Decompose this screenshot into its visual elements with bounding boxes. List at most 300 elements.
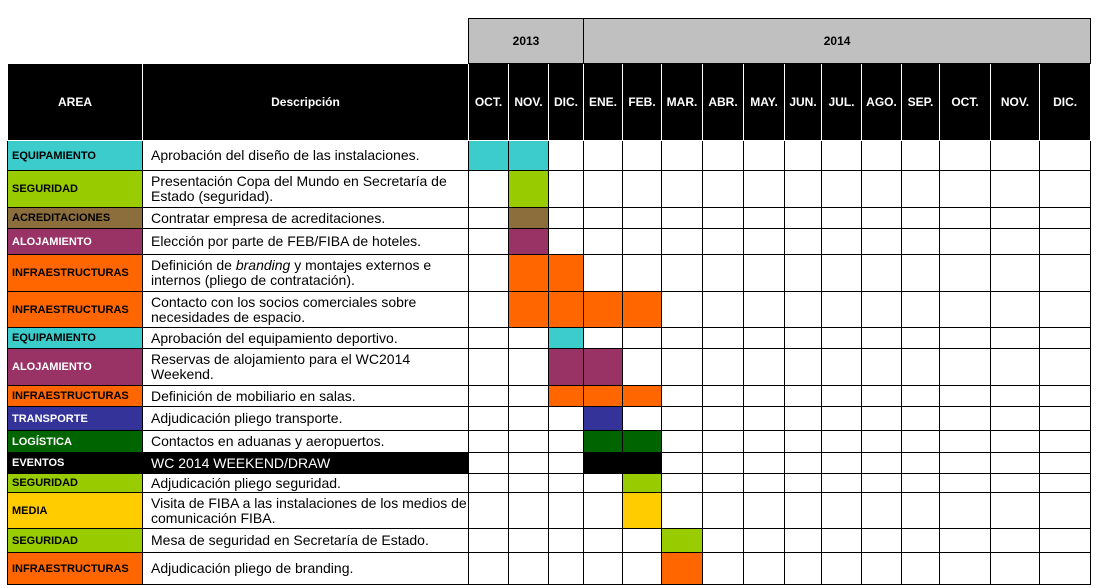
gantt-empty-cell [469, 453, 509, 474]
gantt-empty-cell [584, 171, 623, 208]
gantt-empty-cell [991, 292, 1040, 328]
gantt-empty-cell [509, 349, 549, 386]
gantt-empty-cell [469, 431, 509, 453]
gantt-empty-cell [509, 453, 549, 474]
gantt-empty-cell [862, 407, 902, 431]
gantt-empty-cell [662, 328, 703, 349]
gantt-empty-cell [785, 431, 822, 453]
gantt-empty-cell [991, 328, 1040, 349]
gantt-empty-cell [744, 328, 785, 349]
task-description: Contacto con los socios comerciales sobre necesidades de espacio. [143, 292, 469, 328]
table-row [8, 141, 1091, 171]
gantt-bar-cell [549, 386, 584, 407]
gantt-empty-cell [744, 407, 785, 431]
gantt-empty-cell [584, 474, 623, 493]
gantt-empty-cell [862, 255, 902, 292]
gantt-empty-cell [469, 474, 509, 493]
gantt-bar-cell [623, 292, 662, 328]
gantt-empty-cell [549, 229, 584, 255]
gantt-empty-cell [785, 255, 822, 292]
month-header: JUN. [785, 64, 822, 141]
gantt-empty-cell [662, 141, 703, 171]
gantt-empty-cell [822, 349, 862, 386]
gantt-empty-cell [703, 407, 744, 431]
gantt-empty-cell [940, 431, 991, 453]
gantt-empty-cell [991, 553, 1040, 585]
task-description: Visita de FIBA a las instalaciones de los medios de comunicación FIBA. [143, 493, 469, 529]
area-label: ALOJAMIENTO [8, 229, 143, 255]
area-label: INFRAESTRUCTURAS [8, 255, 143, 292]
gantt-empty-cell [940, 386, 991, 407]
gantt-empty-cell [549, 141, 584, 171]
gantt-empty-cell [822, 529, 862, 553]
gantt-empty-cell [991, 431, 1040, 453]
gantt-empty-cell [744, 474, 785, 493]
area-label: LOGÍSTICA [8, 431, 143, 453]
gantt-empty-cell [940, 292, 991, 328]
month-header: MAY. [744, 64, 785, 141]
gantt-empty-cell [469, 386, 509, 407]
year-row-spacer [8, 19, 469, 64]
gantt-table [7, 18, 1091, 585]
gantt-bar-cell [662, 529, 703, 553]
gantt-empty-cell [584, 529, 623, 553]
gantt-empty-cell [509, 553, 549, 585]
gantt-empty-cell [991, 171, 1040, 208]
table-row [8, 407, 1091, 431]
task-description: WC 2014 WEEKEND/DRAW [143, 453, 469, 474]
month-header: OCT. [940, 64, 991, 141]
gantt-empty-cell [1040, 292, 1091, 328]
area-label: SEGURIDAD [8, 171, 143, 208]
task-description: Adjudicación pliego de branding. [143, 553, 469, 585]
table-row [8, 474, 1091, 493]
gantt-empty-cell [549, 493, 584, 529]
gantt-empty-cell [703, 386, 744, 407]
gantt-empty-cell [509, 431, 549, 453]
gantt-empty-cell [744, 292, 785, 328]
gantt-empty-cell [902, 229, 940, 255]
gantt-empty-cell [940, 453, 991, 474]
gantt-empty-cell [822, 407, 862, 431]
gantt-empty-cell [822, 493, 862, 529]
gantt-empty-cell [1040, 453, 1091, 474]
year-header-2013: 2013 [469, 19, 584, 64]
gantt-empty-cell [744, 553, 785, 585]
gantt-bar-cell [623, 493, 662, 529]
gantt-empty-cell [623, 553, 662, 585]
gantt-empty-cell [822, 229, 862, 255]
gantt-empty-cell [744, 229, 785, 255]
area-label: ACREDITACIONES [8, 208, 143, 229]
gantt-empty-cell [862, 208, 902, 229]
gantt-empty-cell [623, 171, 662, 208]
gantt-empty-cell [703, 431, 744, 453]
task-description-part: Definición de [151, 257, 236, 273]
gantt-empty-cell [584, 255, 623, 292]
gantt-empty-cell [703, 529, 744, 553]
gantt-empty-cell [785, 208, 822, 229]
gantt-empty-cell [509, 529, 549, 553]
gantt-empty-cell [862, 349, 902, 386]
gantt-bar-cell [469, 141, 509, 171]
gantt-empty-cell [1040, 229, 1091, 255]
column-header-row [8, 64, 1091, 141]
gantt-empty-cell [785, 171, 822, 208]
gantt-empty-cell [1040, 208, 1091, 229]
gantt-empty-cell [584, 141, 623, 171]
gantt-empty-cell [469, 407, 509, 431]
month-header: DIC. [549, 64, 584, 141]
gantt-empty-cell [991, 141, 1040, 171]
gantt-empty-cell [744, 141, 785, 171]
gantt-empty-cell [940, 141, 991, 171]
gantt-empty-cell [703, 328, 744, 349]
table-row [8, 328, 1091, 349]
gantt-bar-cell [623, 474, 662, 493]
gantt-empty-cell [902, 407, 940, 431]
task-description: Presentación Copa del Mundo en Secretaría de Estado (seguridad). [143, 171, 469, 208]
gantt-empty-cell [785, 141, 822, 171]
area-label: INFRAESTRUCTURAS [8, 553, 143, 585]
gantt-empty-cell [703, 349, 744, 386]
task-description: Adjudicación pliego transporte. [143, 407, 469, 431]
task-description: Mesa de seguridad en Secretaría de Estado. [143, 529, 469, 553]
gantt-empty-cell [785, 349, 822, 386]
gantt-empty-cell [744, 431, 785, 453]
table-row [8, 255, 1091, 292]
gantt-empty-cell [822, 292, 862, 328]
table-row [8, 453, 1091, 474]
gantt-empty-cell [991, 407, 1040, 431]
gantt-empty-cell [991, 229, 1040, 255]
gantt-empty-cell [940, 407, 991, 431]
area-header: AREA [8, 64, 143, 141]
gantt-bar-cell [584, 386, 623, 407]
gantt-empty-cell [862, 529, 902, 553]
gantt-empty-cell [902, 474, 940, 493]
area-label: ALOJAMIENTO [8, 349, 143, 386]
gantt-empty-cell [940, 229, 991, 255]
year-header-row [8, 19, 1091, 64]
gantt-empty-cell [623, 407, 662, 431]
task-description: Reservas de alojamiento para el WC2014 Weekend. [143, 349, 469, 386]
gantt-empty-cell [744, 349, 785, 386]
gantt-empty-cell [822, 171, 862, 208]
gantt-empty-cell [1040, 386, 1091, 407]
gantt-empty-cell [1040, 493, 1091, 529]
gantt-empty-cell [940, 255, 991, 292]
area-label: EVENTOS [8, 453, 143, 474]
gantt-empty-cell [862, 553, 902, 585]
gantt-empty-cell [862, 474, 902, 493]
gantt-empty-cell [623, 349, 662, 386]
gantt-empty-cell [703, 229, 744, 255]
gantt-empty-cell [991, 386, 1040, 407]
gantt-empty-cell [703, 208, 744, 229]
gantt-empty-cell [662, 229, 703, 255]
gantt-empty-cell [785, 386, 822, 407]
gantt-bar-cell [549, 328, 584, 349]
gantt-empty-cell [584, 208, 623, 229]
gantt-empty-cell [662, 386, 703, 407]
task-description [143, 255, 469, 292]
gantt-empty-cell [785, 529, 822, 553]
gantt-empty-cell [785, 493, 822, 529]
month-header: AGO. [862, 64, 902, 141]
gantt-empty-cell [822, 328, 862, 349]
gantt-empty-cell [1040, 474, 1091, 493]
table-row [8, 431, 1091, 453]
description-header: Descripción [143, 64, 469, 141]
gantt-empty-cell [469, 349, 509, 386]
gantt-empty-cell [469, 171, 509, 208]
gantt-empty-cell [1040, 328, 1091, 349]
gantt-empty-cell [902, 255, 940, 292]
gantt-empty-cell [822, 453, 862, 474]
task-description: Adjudicación pliego seguridad. [143, 474, 469, 493]
gantt-empty-cell [744, 453, 785, 474]
gantt-empty-cell [902, 529, 940, 553]
gantt-empty-cell [1040, 349, 1091, 386]
task-description: Contactos en aduanas y aeropuertos. [143, 431, 469, 453]
gantt-empty-cell [862, 453, 902, 474]
gantt-bar-cell [584, 292, 623, 328]
gantt-empty-cell [785, 553, 822, 585]
gantt-empty-cell [902, 493, 940, 529]
task-description: Elección por parte de FEB/FIBA de hoteles. [143, 229, 469, 255]
gantt-empty-cell [785, 453, 822, 474]
month-header: FEB. [623, 64, 662, 141]
gantt-empty-cell [549, 529, 584, 553]
gantt-empty-cell [584, 553, 623, 585]
gantt-empty-cell [744, 386, 785, 407]
gantt-empty-cell [584, 229, 623, 255]
gantt-empty-cell [662, 407, 703, 431]
gantt-bar-cell [509, 255, 549, 292]
gantt-empty-cell [902, 171, 940, 208]
gantt-empty-cell [1040, 407, 1091, 431]
gantt-empty-cell [509, 474, 549, 493]
gantt-empty-cell [902, 386, 940, 407]
gantt-empty-cell [469, 529, 509, 553]
month-header: DIC. [1040, 64, 1091, 141]
area-label: EQUIPAMIENTO [8, 141, 143, 171]
gantt-empty-cell [862, 386, 902, 407]
area-label: TRANSPORTE [8, 407, 143, 431]
gantt-empty-cell [549, 407, 584, 431]
gantt-bar-cell [509, 229, 549, 255]
gantt-empty-cell [469, 292, 509, 328]
task-description: Contratar empresa de acreditaciones. [143, 208, 469, 229]
table-row [8, 171, 1091, 208]
area-label: EQUIPAMIENTO [8, 328, 143, 349]
gantt-empty-cell [623, 141, 662, 171]
gantt-empty-cell [991, 453, 1040, 474]
gantt-empty-cell [703, 255, 744, 292]
gantt-empty-cell [785, 229, 822, 255]
gantt-empty-cell [744, 255, 785, 292]
gantt-empty-cell [662, 255, 703, 292]
table-row [8, 292, 1091, 328]
month-header: ABR. [703, 64, 744, 141]
gantt-empty-cell [662, 171, 703, 208]
gantt-empty-cell [785, 474, 822, 493]
table-row [8, 386, 1091, 407]
gantt-empty-cell [744, 208, 785, 229]
gantt-empty-cell [703, 453, 744, 474]
gantt-empty-cell [703, 171, 744, 208]
gantt-empty-cell [662, 292, 703, 328]
gantt-empty-cell [902, 208, 940, 229]
gantt-empty-cell [940, 349, 991, 386]
gantt-empty-cell [662, 493, 703, 529]
gantt-empty-cell [902, 431, 940, 453]
gantt-empty-cell [744, 171, 785, 208]
month-header: OCT. [469, 64, 509, 141]
gantt-bar-cell [584, 349, 623, 386]
month-header: ENE. [584, 64, 623, 141]
year-header-2014: 2014 [584, 19, 1091, 64]
gantt-empty-cell [703, 141, 744, 171]
table-row [8, 529, 1091, 553]
gantt-empty-cell [703, 553, 744, 585]
gantt-empty-cell [902, 349, 940, 386]
gantt-empty-cell [549, 474, 584, 493]
gantt-empty-cell [1040, 141, 1091, 171]
gantt-empty-cell [940, 208, 991, 229]
gantt-empty-cell [662, 474, 703, 493]
gantt-empty-cell [902, 328, 940, 349]
gantt-body [8, 141, 1091, 585]
task-description-part: y montajes externos e internos (pliego de contratación). [151, 257, 432, 288]
gantt-empty-cell [703, 474, 744, 493]
gantt-bar-cell [584, 453, 623, 474]
gantt-empty-cell [469, 328, 509, 349]
gantt-empty-cell [862, 328, 902, 349]
gantt-bar-cell [623, 453, 662, 474]
area-label: MEDIA [8, 493, 143, 529]
gantt-bar-cell [509, 208, 549, 229]
gantt-empty-cell [785, 407, 822, 431]
gantt-empty-cell [862, 141, 902, 171]
gantt-empty-cell [940, 529, 991, 553]
gantt-empty-cell [862, 431, 902, 453]
gantt-empty-cell [469, 208, 509, 229]
gantt-empty-cell [469, 493, 509, 529]
gantt-empty-cell [1040, 255, 1091, 292]
gantt-empty-cell [862, 292, 902, 328]
gantt-empty-cell [549, 171, 584, 208]
gantt-empty-cell [902, 141, 940, 171]
month-header: NOV. [509, 64, 549, 141]
gantt-empty-cell [744, 529, 785, 553]
gantt-empty-cell [785, 328, 822, 349]
gantt-empty-cell [623, 255, 662, 292]
gantt-empty-cell [991, 255, 1040, 292]
month-header: NOV. [991, 64, 1040, 141]
gantt-empty-cell [469, 255, 509, 292]
table-row [8, 553, 1091, 585]
gantt-empty-cell [822, 255, 862, 292]
gantt-empty-cell [623, 208, 662, 229]
task-description: Definición de mobiliario en salas. [143, 386, 469, 407]
area-label: SEGURIDAD [8, 474, 143, 493]
gantt-bar-cell [509, 141, 549, 171]
gantt-empty-cell [662, 349, 703, 386]
gantt-empty-cell [991, 529, 1040, 553]
task-description-part: branding [235, 257, 291, 273]
gantt-empty-cell [1040, 171, 1091, 208]
gantt-bar-cell [662, 553, 703, 585]
gantt-empty-cell [991, 474, 1040, 493]
gantt-empty-cell [991, 493, 1040, 529]
gantt-empty-cell [703, 493, 744, 529]
table-row [8, 349, 1091, 386]
gantt-empty-cell [1040, 553, 1091, 585]
gantt-empty-cell [469, 553, 509, 585]
gantt-empty-cell [1040, 431, 1091, 453]
gantt-empty-cell [822, 208, 862, 229]
gantt-empty-cell [623, 229, 662, 255]
gantt-empty-cell [509, 493, 549, 529]
table-row [8, 493, 1091, 529]
table-row [8, 229, 1091, 255]
gantt-empty-cell [584, 328, 623, 349]
gantt-empty-cell [744, 493, 785, 529]
gantt-bar-cell [549, 255, 584, 292]
gantt-empty-cell [549, 208, 584, 229]
gantt-bar-cell [509, 292, 549, 328]
gantt-empty-cell [822, 474, 862, 493]
gantt-bar-cell [509, 171, 549, 208]
gantt-empty-cell [822, 141, 862, 171]
gantt-empty-cell [862, 171, 902, 208]
gantt-empty-cell [862, 229, 902, 255]
gantt-bar-cell [623, 431, 662, 453]
gantt-empty-cell [940, 493, 991, 529]
gantt-empty-cell [584, 493, 623, 529]
gantt-empty-cell [549, 453, 584, 474]
gantt-empty-cell [1040, 529, 1091, 553]
gantt-empty-cell [902, 292, 940, 328]
gantt-empty-cell [862, 493, 902, 529]
gantt-empty-cell [509, 386, 549, 407]
area-label: SEGURIDAD [8, 529, 143, 553]
gantt-empty-cell [785, 292, 822, 328]
gantt-bar-cell [584, 407, 623, 431]
gantt-empty-cell [549, 553, 584, 585]
gantt-empty-cell [991, 208, 1040, 229]
gantt-empty-cell [940, 171, 991, 208]
gantt-empty-cell [822, 386, 862, 407]
gantt-bar-cell [549, 292, 584, 328]
gantt-empty-cell [662, 431, 703, 453]
gantt-empty-cell [822, 553, 862, 585]
gantt-empty-cell [940, 474, 991, 493]
gantt-empty-cell [549, 431, 584, 453]
gantt-empty-cell [902, 453, 940, 474]
gantt-empty-cell [703, 292, 744, 328]
task-description: Aprobación del diseño de las instalaciones. [143, 141, 469, 171]
month-header: SEP. [902, 64, 940, 141]
gantt-empty-cell [623, 328, 662, 349]
gantt-empty-cell [469, 229, 509, 255]
gantt-empty-cell [509, 328, 549, 349]
area-label: INFRAESTRUCTURAS [8, 386, 143, 407]
gantt-empty-cell [940, 553, 991, 585]
gantt-bar-cell [549, 349, 584, 386]
